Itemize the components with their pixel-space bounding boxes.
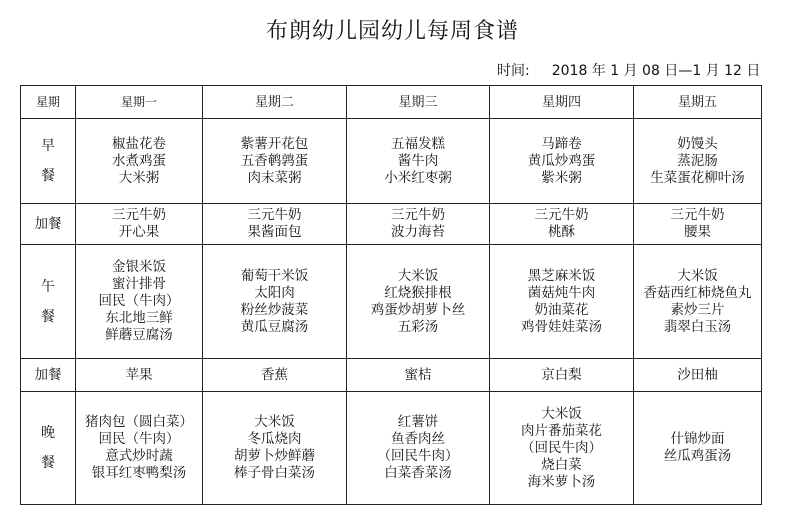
snack-pm-fri bbox=[634, 359, 762, 392]
breakfast-tue bbox=[203, 119, 347, 204]
menu-item: 大米饭 bbox=[397, 267, 439, 284]
menu-item: 苹果 bbox=[125, 366, 153, 383]
menu-item: 猪肉包（圆白菜） bbox=[85, 414, 193, 430]
menu-item: 粉丝炒菠菜 bbox=[240, 301, 309, 318]
menu-item: 三元牛奶 bbox=[112, 207, 166, 223]
menu-item: 腰果 bbox=[684, 224, 711, 240]
menu-item: 奶油菜花 bbox=[534, 301, 589, 318]
menu-item: 黄瓜炒鸡蛋 bbox=[527, 152, 596, 169]
lunch-label-char: 午 bbox=[41, 278, 55, 295]
menu-item: 素炒三片 bbox=[670, 301, 725, 318]
menu-item: 大米饭 bbox=[541, 405, 582, 422]
breakfast-mon bbox=[76, 119, 203, 204]
date-line bbox=[497, 60, 760, 80]
menu-item: 蒸泥肠 bbox=[677, 152, 718, 169]
snack-pm-mon bbox=[76, 359, 203, 392]
menu-item: 鸡骨娃娃菜汤 bbox=[521, 318, 602, 335]
header-day-4: 星期四 bbox=[490, 86, 634, 119]
breakfast-row bbox=[21, 119, 762, 204]
snack-am-fri bbox=[634, 204, 762, 245]
menu-item: 肉末菜粥 bbox=[247, 169, 302, 186]
menu-item: 大米粥 bbox=[118, 169, 160, 186]
menu-item: 意式炒时蔬 bbox=[105, 448, 173, 464]
dinner-wed bbox=[347, 392, 490, 505]
menu-item: 三元牛奶 bbox=[534, 207, 589, 223]
menu-item: 红烧猴排根 bbox=[384, 284, 452, 301]
breakfast-fri bbox=[634, 119, 762, 204]
menu-item: （回民牛肉） bbox=[377, 448, 459, 464]
snack-am-wed bbox=[347, 204, 490, 245]
dinner-fri bbox=[634, 392, 762, 505]
dinner-label bbox=[21, 392, 76, 505]
menu-item: 桃酥 bbox=[548, 224, 575, 240]
menu-item: 太阳肉 bbox=[254, 284, 295, 301]
menu-item: 香菇西红柿烧鱼丸 bbox=[643, 284, 752, 301]
breakfast-wed bbox=[347, 119, 490, 204]
dinner-tue bbox=[203, 392, 347, 505]
dinner-label-char: 晚 bbox=[41, 425, 55, 441]
menu-item: 海米萝卜汤 bbox=[527, 473, 596, 490]
dinner-row bbox=[21, 392, 762, 505]
breakfast-label-char: 早 bbox=[41, 138, 55, 154]
page-title: 布朗幼儿园幼儿每周食谱 bbox=[265, 19, 519, 44]
menu-item: 鸡蛋炒胡萝卜丝 bbox=[370, 301, 466, 318]
menu-item: （回民牛肉） bbox=[521, 439, 602, 456]
dinner-thu bbox=[490, 392, 634, 505]
menu-item: 马蹄卷 bbox=[541, 135, 582, 152]
menu-item: 三元牛奶 bbox=[247, 207, 302, 223]
menu-item: 鱼香肉丝 bbox=[391, 431, 445, 447]
menu-table bbox=[20, 85, 762, 505]
menu-item: 紫米粥 bbox=[541, 169, 582, 186]
menu-item: 翡翠白玉汤 bbox=[663, 318, 732, 335]
lunch-label-char: 餐 bbox=[41, 308, 55, 325]
date-range: 2018 年 1 月 08 日—1 月 12 日 bbox=[551, 63, 761, 79]
date-label: 时间: bbox=[497, 63, 530, 79]
menu-item: 奶馒头 bbox=[677, 135, 718, 152]
snack-pm-label: 加餐 bbox=[21, 359, 76, 392]
menu-item: 红薯饼 bbox=[397, 414, 439, 430]
header-day-2: 星期二 bbox=[203, 86, 347, 119]
menu-item: 金银米饭 bbox=[112, 259, 166, 275]
menu-item: 酱牛肉 bbox=[397, 152, 439, 169]
menu-item: 菌菇炖牛肉 bbox=[527, 284, 596, 301]
menu-item: 开心果 bbox=[118, 224, 160, 240]
dinner-mon bbox=[76, 392, 203, 505]
menu-item: 椒盐花卷 bbox=[112, 135, 166, 152]
menu-item: 沙田柚 bbox=[677, 366, 718, 383]
menu-item: 五福发糕 bbox=[391, 135, 445, 152]
menu-item: 烧白菜 bbox=[541, 456, 582, 473]
snack-pm-row bbox=[21, 359, 762, 392]
menu-item: 什锦炒面 bbox=[670, 431, 725, 447]
menu-item: 五彩汤 bbox=[397, 318, 439, 335]
snack-am-label: 加餐 bbox=[21, 204, 76, 245]
snack-am-mon bbox=[76, 204, 203, 245]
menu-item: 生菜蛋花柳叶汤 bbox=[650, 169, 745, 186]
menu-item: 银耳红枣鸭梨汤 bbox=[91, 465, 187, 481]
lunch-wed bbox=[347, 245, 490, 359]
menu-item: 大米饭 bbox=[677, 267, 718, 284]
menu-item: 黄瓜豆腐汤 bbox=[240, 318, 309, 335]
menu-item: 丝瓜鸡蛋汤 bbox=[663, 448, 732, 464]
snack-am-row bbox=[21, 204, 762, 245]
snack-am-thu bbox=[490, 204, 634, 245]
menu-item: 回民（牛肉） bbox=[98, 293, 180, 309]
header-day-5: 星期五 bbox=[634, 86, 762, 119]
snack-pm-thu bbox=[490, 359, 634, 392]
header-day-1: 星期一 bbox=[76, 86, 203, 119]
snack-pm-tue bbox=[203, 359, 347, 392]
menu-item: 棒子骨白菜汤 bbox=[234, 465, 315, 481]
menu-item: 白菜香菜汤 bbox=[384, 465, 452, 481]
lunch-mon bbox=[76, 245, 203, 359]
menu-item: 紫薯开花包 bbox=[240, 135, 309, 152]
menu-item: 小米红枣粥 bbox=[384, 169, 452, 186]
lunch-fri bbox=[634, 245, 762, 359]
breakfast-label-char: 餐 bbox=[41, 168, 55, 184]
menu-item: 五香鹌鹑蛋 bbox=[240, 152, 309, 169]
menu-item: 东北地三鲜 bbox=[105, 310, 173, 326]
snack-pm-wed bbox=[347, 359, 490, 392]
menu-item: 冬瓜烧肉 bbox=[247, 431, 302, 447]
menu-item: 大米饭 bbox=[254, 414, 295, 430]
lunch-label bbox=[21, 245, 76, 359]
header-day-3: 星期三 bbox=[347, 86, 490, 119]
header-corner: 星期 bbox=[21, 86, 76, 119]
menu-item: 蜜桔 bbox=[404, 366, 432, 383]
menu-item: 黑芝麻米饭 bbox=[527, 267, 596, 284]
menu-item: 肉片番茄菜花 bbox=[521, 422, 602, 439]
dinner-label-char: 餐 bbox=[41, 455, 55, 471]
menu-item: 三元牛奶 bbox=[670, 207, 725, 223]
lunch-thu bbox=[490, 245, 634, 359]
menu-item: 胡萝卜炒鲜蘑 bbox=[234, 448, 315, 464]
menu-item: 京白梨 bbox=[541, 366, 582, 383]
header-row bbox=[21, 86, 762, 119]
menu-item: 水煮鸡蛋 bbox=[112, 152, 166, 169]
menu-item: 波力海苔 bbox=[391, 224, 445, 240]
menu-item: 香蕉 bbox=[261, 366, 288, 383]
breakfast-label bbox=[21, 119, 76, 204]
menu-item: 三元牛奶 bbox=[391, 207, 445, 223]
menu-item: 回民（牛肉） bbox=[98, 431, 180, 447]
lunch-row bbox=[21, 245, 762, 359]
menu-item: 鲜蘑豆腐汤 bbox=[105, 327, 173, 343]
snack-am-tue bbox=[203, 204, 347, 245]
menu-item: 葡萄干米饭 bbox=[240, 267, 309, 284]
lunch-tue bbox=[203, 245, 347, 359]
menu-item: 蜜汁排骨 bbox=[112, 276, 166, 292]
breakfast-thu bbox=[490, 119, 634, 204]
menu-item: 果酱面包 bbox=[247, 224, 302, 240]
